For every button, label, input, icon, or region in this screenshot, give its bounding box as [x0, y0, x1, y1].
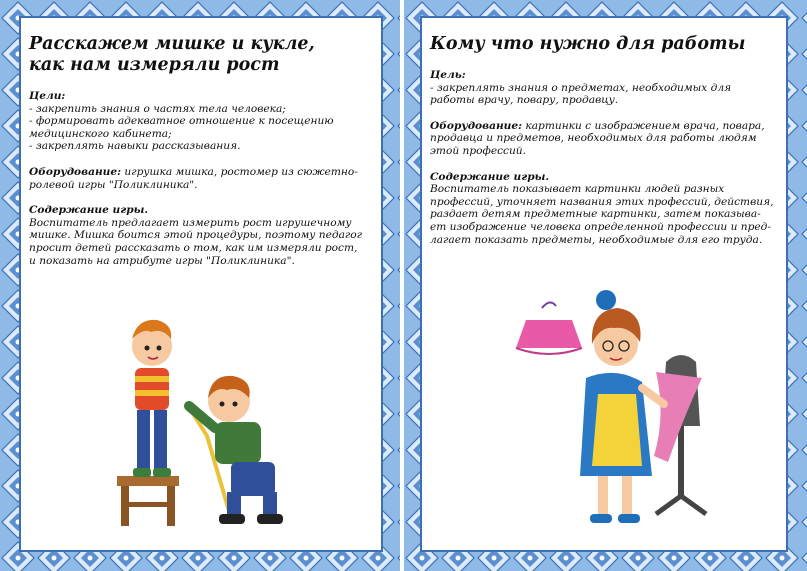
left-title-line2: как нам измеряли рост: [29, 55, 280, 75]
right-title: Кому что нужно для работы: [430, 34, 746, 54]
left-content-line: и показать на атрибуте игры "Поликлиника".: [29, 254, 295, 267]
left-goal-line: медицинского кабинета;: [29, 127, 172, 140]
left-goal-line: - закрепить знания о частях тела человека;: [29, 102, 286, 115]
right-page: [404, 0, 807, 571]
right-content-line: ет изображение человека определенной профессии и пред-: [430, 220, 771, 233]
left-content-line: Воспитатель предлагает измерить рост игрушечному: [29, 216, 352, 229]
right-equipment-line: картинки с изображением врача, повара,: [522, 119, 765, 132]
right-goal: [430, 69, 778, 107]
left-equipment-line: ролевой игры "Поликлиника".: [29, 178, 198, 191]
left-equipment-line: игрушка мишка, ростомер из сюжетно-: [121, 165, 358, 178]
left-card: [19, 16, 383, 552]
children-measuring-height-illustration: [107, 306, 307, 536]
left-page: [0, 0, 400, 571]
left-game-content: [29, 204, 373, 267]
left-title-line1: Расскажем мишке и кукле,: [29, 34, 315, 54]
left-content: [29, 34, 373, 280]
right-goal-label: Цель:: [430, 69, 466, 81]
right-content-line: Воспитатель показывает картинки людей разных: [430, 183, 725, 196]
left-content-line: мишке. Мишка боится этой процедуры, поэтому педагог: [29, 229, 362, 242]
left-content-label: Содержание игры.: [29, 204, 149, 217]
right-goal-line: - закреплять знания о предметах, необходимых для: [430, 81, 732, 94]
left-goal-line: - формировать адекватное отношение к посещению: [29, 115, 334, 128]
right-game-content: [430, 171, 778, 247]
left-goal-line: - закреплять навыки рассказывания.: [29, 140, 241, 153]
right-equipment: [430, 120, 778, 158]
left-goals: [29, 90, 373, 153]
right-content-line: раздает детям предметные картинки, затем показыва-: [430, 208, 761, 221]
left-equipment: [29, 166, 373, 191]
left-goals-label: Цели:: [29, 90, 66, 102]
right-goal-line: работы врачу, повару, продавцу.: [430, 94, 619, 107]
left-title: [29, 34, 373, 76]
right-equipment-line: этой профессий.: [430, 144, 526, 157]
seamstress-with-mannequin-illustration: [506, 286, 726, 536]
right-content-line: профессий, уточняет названия этих профессий, действия,: [430, 195, 774, 208]
left-content-line: просит детей рассказать о том, как им измеряли рост,: [29, 241, 358, 254]
left-equipment-label: Оборудование:: [29, 165, 122, 178]
right-equipment-label: Оборудование:: [430, 119, 523, 132]
right-equipment-line: продавца и предметов, необходимых для работы людям: [430, 132, 757, 145]
right-card: [420, 16, 788, 552]
right-content-label: Содержание игры.: [430, 170, 550, 183]
right-content-line: лагает показать предметы, необходимые для его труда.: [430, 233, 763, 246]
right-content: [430, 34, 778, 259]
